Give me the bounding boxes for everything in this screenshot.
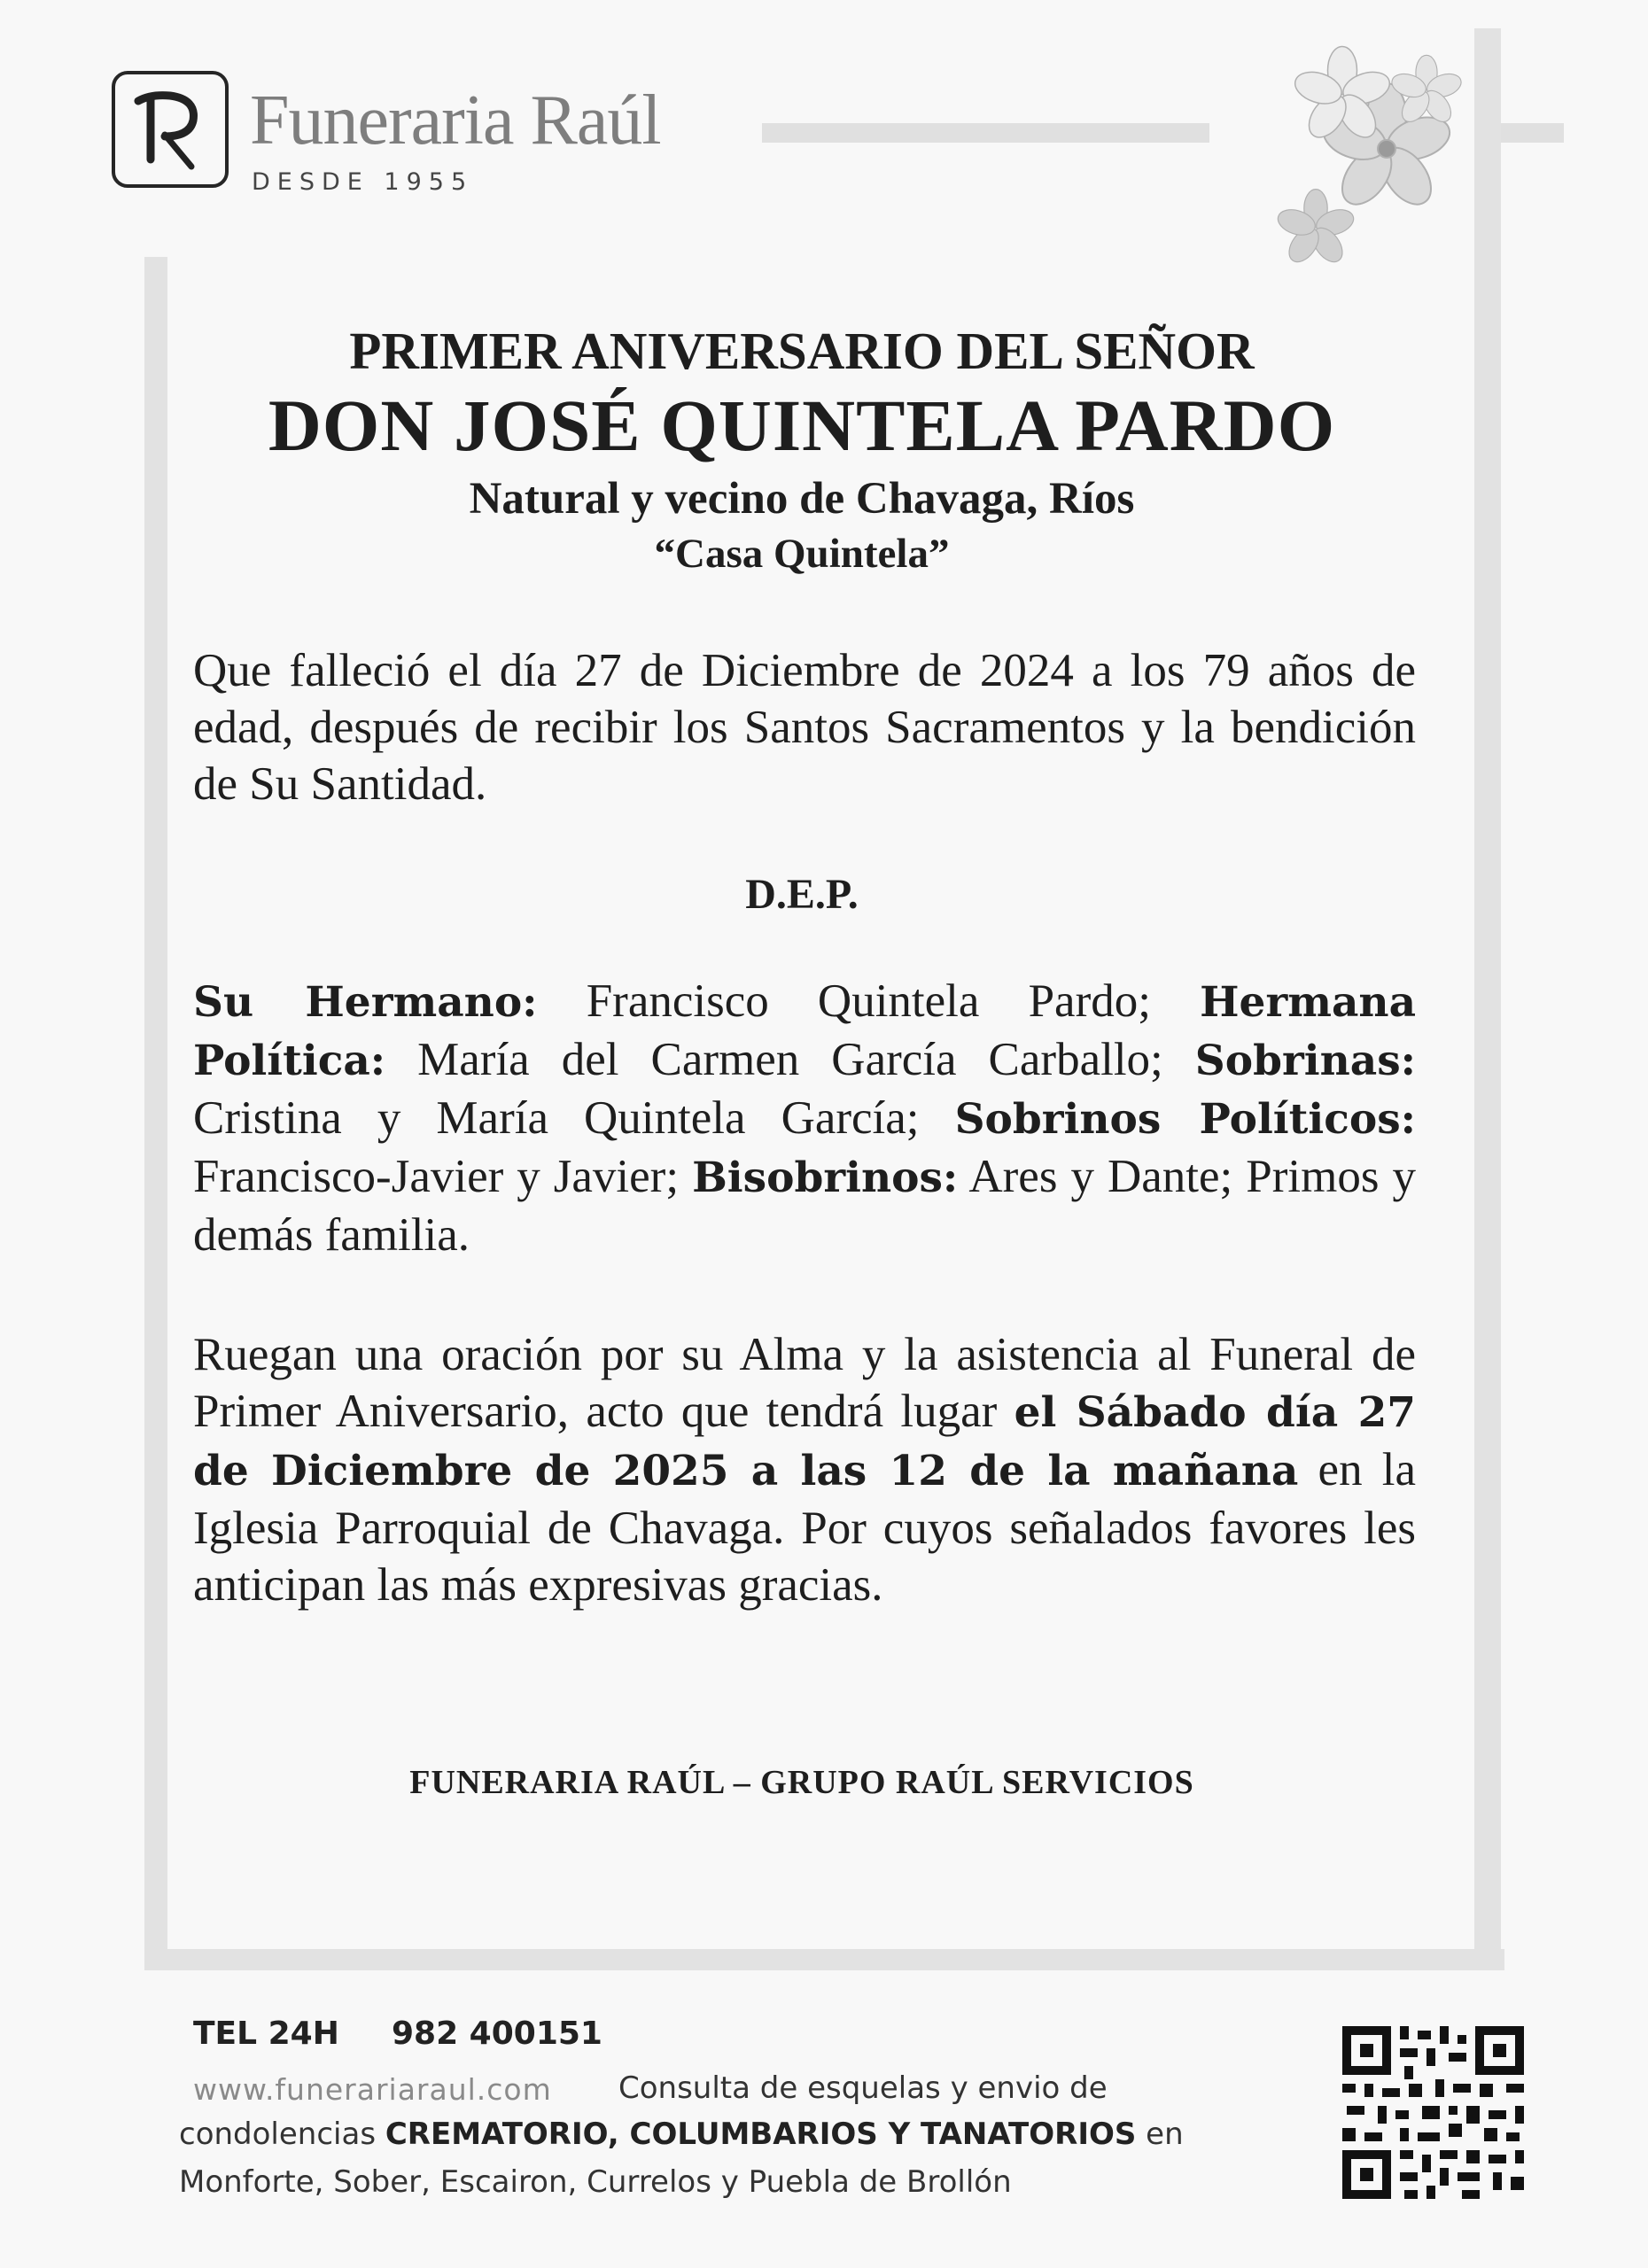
- family-label: Sobrinas:: [1194, 1037, 1417, 1085]
- family-names: María del Carmen García Carballo;: [417, 1034, 1163, 1085]
- brand-name: Funeraria Raúl: [250, 82, 661, 159]
- family-label: Su Hermano:: [193, 978, 538, 1027]
- consult-text: Consulta de esquelas y envio de: [618, 2070, 1108, 2106]
- services-en: en: [1146, 2117, 1184, 2152]
- notice-title: PRIMER ANIVERSARIO DEL SEÑOR: [349, 322, 1255, 380]
- brand-logo: [112, 71, 229, 188]
- brand-since: DESDE 1955: [252, 168, 474, 196]
- qr-code-icon[interactable]: [1338, 2022, 1528, 2203]
- tel-label: TEL 24H: [193, 2016, 339, 2052]
- tel-number[interactable]: 982 400151: [392, 2016, 602, 2052]
- family-paragraph: [193, 973, 1416, 1263]
- services-line: [179, 2117, 1184, 2152]
- family-label: Hermana Política:: [193, 978, 1417, 1085]
- family-label: Sobrinos Políticos:: [954, 1095, 1417, 1144]
- header-divider-line-right: [1496, 123, 1564, 143]
- request-intro: Ruegan una oración por su Alma y la asistencia al Funeral de Primer Aniversario, acto que tendrá lugar: [193, 1329, 1416, 1437]
- request-paragraph: [193, 1326, 1416, 1613]
- locations-line: Monforte, Sober, Escairon, Currelos y Puebla de Brollón: [179, 2164, 1012, 2200]
- frame-right-border: [1474, 28, 1501, 1970]
- flowers-icon: [1236, 43, 1480, 275]
- request-datetime: el Sábado día 27 de Diciembre de 2025 a las 12 de la mañana: [193, 1388, 1416, 1495]
- family-names: Ares y Dante; Primos y demás familia.: [193, 1151, 1416, 1261]
- family-label: Bisobrinos:: [692, 1153, 959, 1202]
- header-divider-line: [762, 123, 1209, 143]
- deceased-name: DON JOSÉ QUINTELA PARDO: [268, 384, 1336, 466]
- family-names: Francisco Quintela Pardo;: [586, 975, 1151, 1027]
- condolences-text: condolencias: [179, 2117, 377, 2152]
- services-bold: CREMATORIO, COLUMBARIOS Y TANATORIOS: [385, 2117, 1137, 2152]
- family-names: Francisco-Javier y Javier;: [193, 1151, 680, 1202]
- frame-bottom-border: [144, 1949, 1504, 1970]
- death-paragraph: Que falleció el día 27 de Diciembre de 2024 a los 79 años de edad, después de recibir los Santos Sacramentos y la bendición de Su Santidad.: [193, 645, 1416, 810]
- family-names: Cristina y María Quintela García;: [193, 1092, 920, 1144]
- dep-line: D.E.P.: [745, 871, 859, 918]
- closing-signature: FUNERARIA RAÚL – GRUPO RAÚL SERVICIOS: [409, 1764, 1194, 1801]
- house-name: “Casa Quintela”: [654, 531, 950, 577]
- request-rest: en la Iglesia Parroquial de Chavaga. Por cuyos señalados favores les anticipan las más expresivas gracias.: [193, 1444, 1416, 1611]
- origin-line: Natural y vecino de Chavaga, Ríos: [469, 474, 1135, 524]
- logo-r-icon: [115, 74, 225, 184]
- website-link[interactable]: www.funerariaraul.com: [193, 2072, 552, 2107]
